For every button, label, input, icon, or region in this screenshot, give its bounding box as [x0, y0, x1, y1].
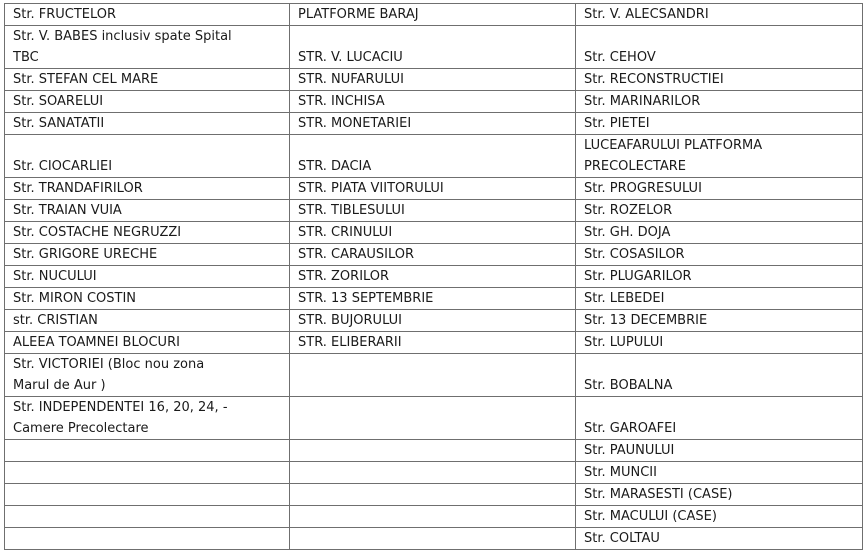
- street-cell: Str. COSTACHE NEGRUZZI: [5, 222, 290, 244]
- cell-text-line: Str. CIOCARLIEI: [13, 159, 113, 174]
- street-cell: Str. MUNCII: [576, 462, 863, 484]
- cell-text-line: Str. CEHOV: [584, 50, 656, 65]
- table-row: [5, 200, 863, 222]
- cell-text-line: Str. VICTORIEI (Bloc nou zona: [13, 357, 205, 372]
- street-cell: STR. ELIBERARII: [290, 332, 576, 354]
- street-table-body: [5, 4, 863, 550]
- street-cell: Str. GRIGORE URECHE: [5, 244, 290, 266]
- street-cell: Str. STEFAN CEL MARE: [5, 69, 290, 91]
- street-cell: Str. FRUCTELOR: [5, 4, 290, 26]
- cell-text-line: Str. BOBALNA: [584, 378, 673, 393]
- street-cell: STR. 13 SEPTEMBRIE: [290, 288, 576, 310]
- street-cell: Str. PIETEI: [576, 113, 863, 135]
- street-cell: [5, 440, 290, 462]
- table-row: [5, 113, 863, 135]
- street-cell: [5, 397, 290, 440]
- street-cell: [576, 135, 863, 178]
- street-cell: Str. NUCULUI: [5, 266, 290, 288]
- street-cell: [290, 397, 576, 440]
- street-cell: [576, 354, 863, 397]
- street-cell: [290, 354, 576, 397]
- street-table: [4, 3, 863, 550]
- cell-text-line: STR. DACIA: [298, 159, 372, 174]
- cell-text-line: Marul de Aur ): [13, 378, 106, 393]
- cell-text-line: Camere Precolectare: [13, 421, 149, 436]
- street-cell: [576, 397, 863, 440]
- cell-spacer: [584, 26, 856, 47]
- street-list-document: [4, 3, 862, 550]
- street-cell: [290, 462, 576, 484]
- street-cell: [5, 484, 290, 506]
- street-cell: Str. PLUGARILOR: [576, 266, 863, 288]
- cell-text-line: TBC: [13, 50, 39, 65]
- street-cell: STR. CARAUSILOR: [290, 244, 576, 266]
- street-cell: Str. RECONSTRUCTIEI: [576, 69, 863, 91]
- street-cell: STR. CRINULUI: [290, 222, 576, 244]
- street-cell: [5, 26, 290, 69]
- table-row: [5, 310, 863, 332]
- street-cell: [290, 135, 576, 178]
- street-cell: Str. MIRON COSTIN: [5, 288, 290, 310]
- street-cell: [5, 462, 290, 484]
- street-cell: [290, 26, 576, 69]
- cell-text-line: PRECOLECTARE: [584, 159, 687, 174]
- street-cell: [5, 354, 290, 397]
- street-cell: [5, 506, 290, 528]
- cell-text-line: [298, 375, 569, 396]
- street-cell: STR. NUFARULUI: [290, 69, 576, 91]
- street-cell: ALEEA TOAMNEI BLOCURI: [5, 332, 290, 354]
- street-cell: Str. GH. DOJA: [576, 222, 863, 244]
- street-cell: Str. PROGRESULUI: [576, 178, 863, 200]
- street-cell: [5, 528, 290, 550]
- street-cell: Str. LUPULUI: [576, 332, 863, 354]
- street-cell: Str. SOARELUI: [5, 91, 290, 113]
- table-row: [5, 244, 863, 266]
- table-row: [5, 354, 863, 397]
- cell-spacer: [13, 135, 283, 156]
- street-cell: str. CRISTIAN: [5, 310, 290, 332]
- street-cell: Str. PAUNULUI: [576, 440, 863, 462]
- street-cell: STR. TIBLESULUI: [290, 200, 576, 222]
- cell-text-line: STR. V. LUCACIU: [298, 50, 403, 65]
- table-row: [5, 440, 863, 462]
- street-cell: STR. INCHISA: [290, 91, 576, 113]
- cell-text-line: LUCEAFARULUI PLATFORMA: [584, 138, 763, 153]
- street-cell: Str. TRAIAN VUIA: [5, 200, 290, 222]
- cell-spacer: [298, 354, 569, 375]
- table-row: [5, 26, 863, 69]
- street-cell: STR. BUJORULUI: [290, 310, 576, 332]
- street-cell: Str. ROZELOR: [576, 200, 863, 222]
- street-cell: STR. MONETARIEI: [290, 113, 576, 135]
- table-row: [5, 222, 863, 244]
- street-cell: [290, 440, 576, 462]
- cell-text-line: Str. INDEPENDENTEI 16, 20, 24, -: [13, 400, 228, 415]
- table-row: [5, 332, 863, 354]
- cell-text-line: [298, 418, 569, 439]
- street-cell: Str. V. ALECSANDRI: [576, 4, 863, 26]
- street-cell: Str. MARASESTI (CASE): [576, 484, 863, 506]
- table-row: [5, 462, 863, 484]
- street-cell: STR. ZORILOR: [290, 266, 576, 288]
- cell-spacer: [298, 26, 569, 47]
- street-cell: Str. COSASILOR: [576, 244, 863, 266]
- street-cell: STR. PIATA VIITORULUI: [290, 178, 576, 200]
- street-cell: [5, 135, 290, 178]
- table-row: [5, 506, 863, 528]
- table-row: [5, 288, 863, 310]
- street-cell: [290, 506, 576, 528]
- street-cell: Str. SANATATII: [5, 113, 290, 135]
- street-cell: [576, 26, 863, 69]
- street-cell: Str. COLTAU: [576, 528, 863, 550]
- table-row: [5, 4, 863, 26]
- table-row: [5, 178, 863, 200]
- street-cell: Str. TRANDAFIRILOR: [5, 178, 290, 200]
- table-row: [5, 397, 863, 440]
- table-row: [5, 91, 863, 113]
- street-cell: [290, 528, 576, 550]
- table-row: [5, 484, 863, 506]
- street-cell: Str. MARINARILOR: [576, 91, 863, 113]
- table-row: [5, 528, 863, 550]
- table-row: [5, 69, 863, 91]
- cell-text-line: Str. V. BABES inclusiv spate Spital: [13, 29, 232, 44]
- street-cell: Str. LEBEDEI: [576, 288, 863, 310]
- cell-spacer: [298, 397, 569, 418]
- cell-spacer: [584, 354, 856, 375]
- table-row: [5, 135, 863, 178]
- cell-spacer: [584, 397, 856, 418]
- table-row: [5, 266, 863, 288]
- cell-text-line: Str. GAROAFEI: [584, 421, 677, 436]
- street-cell: Str. 13 DECEMBRIE: [576, 310, 863, 332]
- street-cell: Str. MACULUI (CASE): [576, 506, 863, 528]
- street-cell: [290, 484, 576, 506]
- street-cell: PLATFORME BARAJ: [290, 4, 576, 26]
- cell-spacer: [298, 135, 569, 156]
